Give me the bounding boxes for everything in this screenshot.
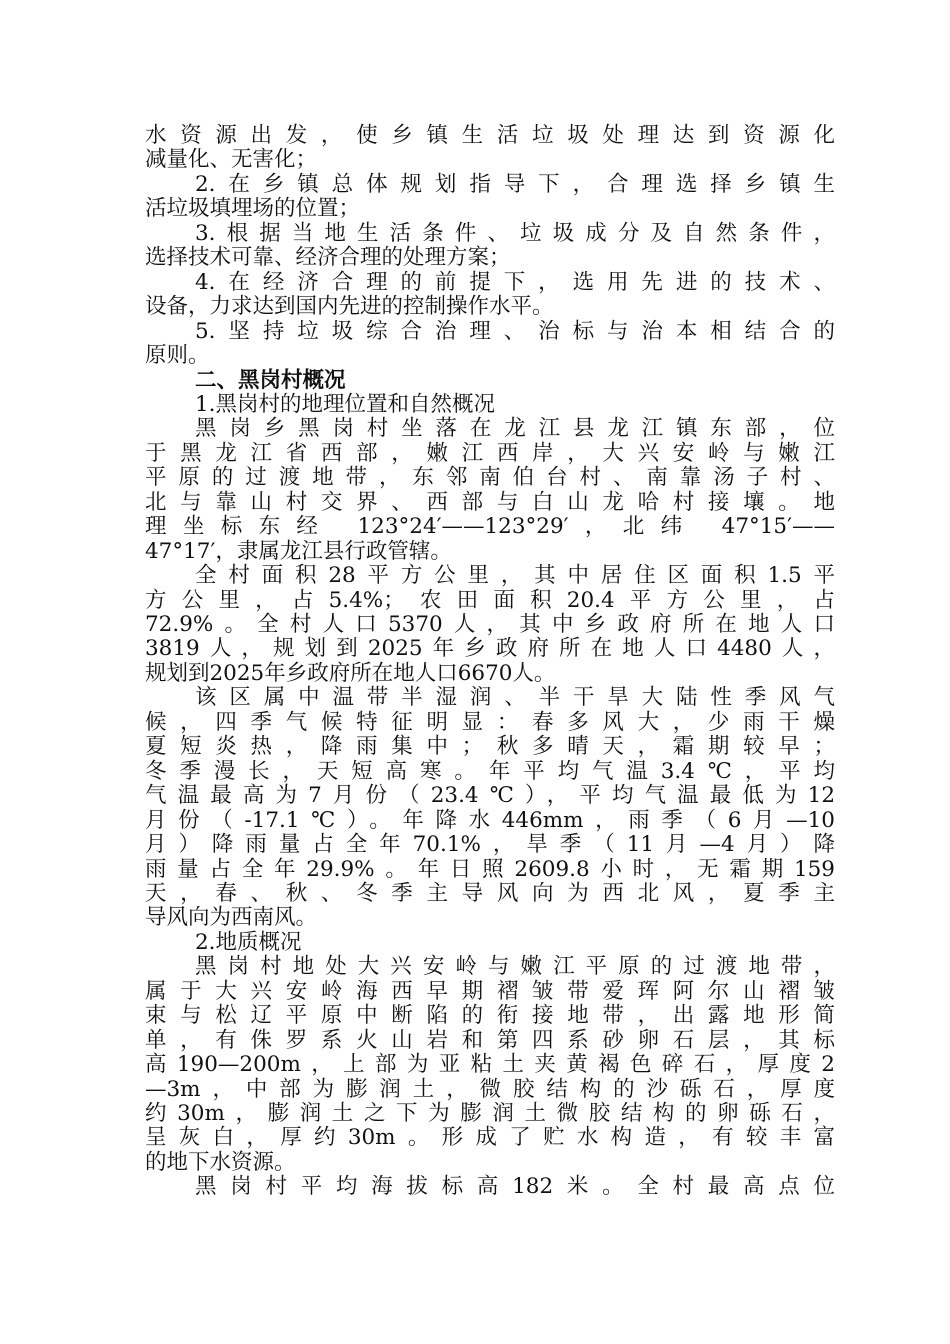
text-line: 规划到2025年乡政府所在地人口6670人。 bbox=[145, 660, 556, 686]
text-line: 的地下水资源。 bbox=[145, 1149, 296, 1175]
text-line: 3.根据当地生活条件、垃圾成分及自然条件， bbox=[195, 220, 835, 246]
text-line: 夏短炎热，降雨集中；秋多晴天，霜期较早； bbox=[145, 734, 835, 760]
text-line: 理坐标东经 123°24′——123°29′，北纬 47°15′—— bbox=[145, 514, 835, 540]
section-heading: 二、黑岗村概况 bbox=[195, 367, 346, 393]
text-line: 平原的过渡地带，东邻南伯台村、南靠汤子村、 bbox=[145, 465, 835, 491]
text-line: 候，四季气候特征明显：春多风大，少雨干燥 bbox=[145, 709, 835, 735]
text-line: 属于大兴安岭海西早期褶皱带爱珲阿尔山褶皱 bbox=[145, 978, 835, 1004]
text-line: 设备，力求达到国内先进的控制操作水平。 bbox=[145, 294, 554, 320]
text-line: 47°17′，隶属龙江县行政管辖。 bbox=[145, 538, 452, 564]
text-line: 2.在乡镇总体规划指导下，合理选择乡镇生 bbox=[195, 171, 835, 197]
text-line: 天，春、秋、冬季主导风向为西北风，夏季主 bbox=[145, 880, 835, 906]
text-line: 水资源出发，使乡镇生活垃圾处理达到资源化 bbox=[145, 123, 835, 148]
text-line: 约30m，膨润土之下为膨润土微胶结构的卵砾石， bbox=[145, 1101, 835, 1126]
text-line: 72.9%。全村人口5370人，其中乡政府所在地人口 bbox=[145, 612, 835, 637]
text-line: 于黑龙江省西部，嫩江西岸，大兴安岭与嫩江 bbox=[145, 440, 835, 466]
text-line: 呈灰白，厚约30m。形成了贮水构造，有较丰富 bbox=[145, 1125, 835, 1151]
text-line: 黑岗村平均海拔标高182米。全村最高点位 bbox=[195, 1174, 835, 1200]
text-line: —3m，中部为膨润土，微胶结构的沙砾石，厚度 bbox=[145, 1076, 835, 1102]
text-line: 全村面积28平方公里，其中居住区面积1.5平 bbox=[195, 563, 835, 589]
text-line: 该区属中温带半湿润、半干旱大陆性季风气 bbox=[195, 685, 835, 711]
text-line: 活垃圾填埋场的位置； bbox=[145, 196, 361, 222]
text-line: 方公里，占5.4%；农田面积20.4平方公里，占 bbox=[145, 587, 835, 613]
text-line: 2.地质概况 bbox=[195, 929, 302, 955]
text-line: 1.黑岗村的地理位置和自然概况 bbox=[195, 391, 496, 417]
text-line: 3819人，规划到2025年乡政府所在地人口4480人， bbox=[145, 636, 835, 662]
text-line: 黑岗乡黑岗村坐落在龙江县龙江镇东部，位 bbox=[195, 416, 835, 442]
text-line: 单，有侏罗系火山岩和第四系砂卵石层，其标 bbox=[145, 1027, 835, 1053]
text-line: 黑岗村地处大兴安岭与嫩江平原的过渡地带， bbox=[195, 954, 835, 980]
text-line: 束与松辽平原中断陷的衔接地带，出露地形简 bbox=[145, 1003, 835, 1029]
text-line: 气温最高为7月份（23.4℃），平均气温最低为12 bbox=[145, 783, 835, 809]
text-line: 北与靠山村交界、西部与白山龙哈村接壤。地 bbox=[145, 489, 835, 515]
text-line: 5.坚持垃圾综合治理、治标与治本相结合的 bbox=[195, 318, 835, 344]
text-line: 雨量占全年29.9%。年日照2609.8小时，无霜期159 bbox=[145, 856, 835, 882]
text-line: 月份（-17.1℃）。年降水446mm，雨季（6月—10 bbox=[145, 807, 835, 833]
text-line: 高190—200m，上部为亚粘土夹黄褐色碎石，厚度2 bbox=[145, 1052, 835, 1078]
text-line: 月）降雨量占全年70.1%，旱季（11月—4月）降 bbox=[145, 832, 835, 858]
text-line: 4.在经济合理的前提下，选用先进的技术、 bbox=[195, 269, 835, 295]
text-line: 导风向为西南风。 bbox=[145, 905, 318, 931]
text-line: 选择技术可靠、经济合理的处理方案； bbox=[145, 245, 511, 271]
text-line: 减量化、无害化； bbox=[145, 147, 318, 173]
text-line: 冬季漫长，天短高寒。年平均气温3.4℃，平均 bbox=[145, 758, 835, 784]
text-line: 原则。 bbox=[145, 343, 210, 369]
